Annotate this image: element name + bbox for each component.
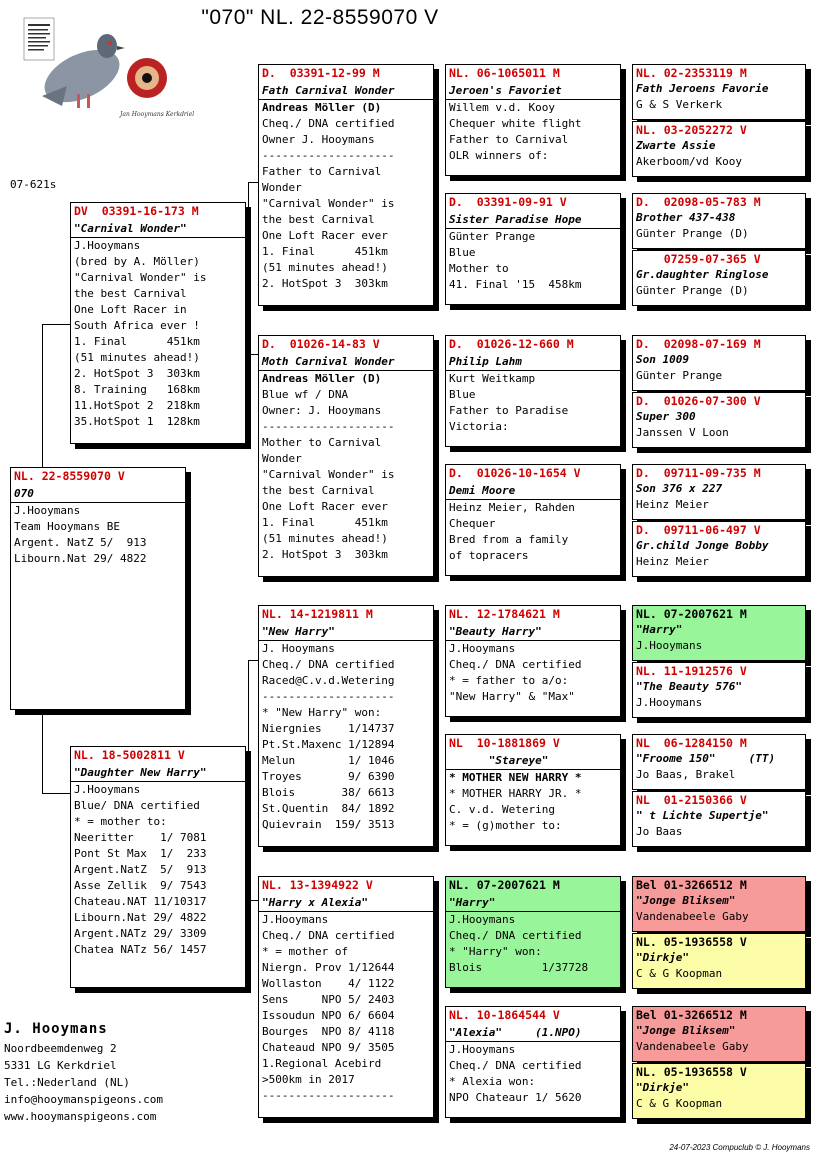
info-line: Cheq./ DNA certified [262, 117, 395, 130]
info-line: 2. HotSpot 3 303km [262, 277, 388, 290]
dam-box[interactable] [70, 746, 246, 988]
info-line: "Carnival Wonder" is [74, 271, 207, 284]
info-line: Gr.child Jonge Bobby [636, 539, 769, 552]
ring-number: 07259-07-365 V [636, 252, 761, 266]
ring-number: NL. 13-1394922 V [262, 878, 373, 892]
gen5-box[interactable] [632, 193, 806, 249]
info-line: (bred by A. Möller) [74, 255, 200, 268]
info-line: Chequer white flight [449, 117, 582, 130]
info-line: * "Harry" won: [449, 945, 542, 958]
info-line: 1.Regional Acebird [262, 1057, 382, 1070]
website-link[interactable]: www.hooymanspigeons.com [4, 1110, 157, 1123]
ggp-ddd-box[interactable] [445, 1006, 621, 1118]
info-line: Wonder [262, 181, 302, 194]
connector [248, 316, 249, 354]
info-line: J.Hooymans [449, 642, 516, 655]
info-line: Heinz Meier [636, 498, 709, 511]
info-line: J.Hooymans [449, 913, 516, 926]
pigeon-logo [22, 16, 195, 121]
info-line: the best Carnival [262, 213, 375, 226]
ring-number: Bel 01-3266512 M [636, 1008, 747, 1022]
ggp-dss-box[interactable] [445, 605, 621, 717]
connector [248, 760, 249, 900]
connector [248, 900, 258, 901]
pigeon-name: Demi Moore [446, 481, 620, 500]
pigeon-name: Fath Carnival Wonder [259, 81, 433, 100]
gen5-box[interactable] [632, 335, 806, 391]
info-line: * Alexia won: [449, 1075, 536, 1088]
info-line: -------------------- [262, 1089, 395, 1102]
info-line: J. Hooymans [262, 642, 335, 655]
info-line: Andreas Möller (D) [262, 101, 382, 114]
ggp-sdd-box[interactable] [445, 464, 621, 576]
info-line: Blue [449, 388, 476, 401]
info-line: One Loft Racer in [74, 303, 187, 316]
gen5-box[interactable] [632, 791, 806, 847]
gen5-box[interactable] [632, 521, 806, 577]
info-line: Chateau.NAT 11/10317 [74, 895, 207, 908]
pigeon-name: "Carnival Wonder" [71, 219, 245, 238]
connector [248, 182, 249, 316]
info-line: Cheq./ DNA certified [449, 1059, 582, 1072]
info-line: "Dirkje" [636, 951, 689, 964]
ring-number: D. 03391-12-99 M [262, 66, 380, 80]
gen5-box[interactable] [632, 464, 806, 520]
info-line: 1. Final 451km [74, 335, 200, 348]
connector [42, 324, 70, 325]
info-line: Team Hooymans BE [14, 520, 120, 533]
info-line: Heinz Meier [636, 555, 709, 568]
info-line: One Loft Racer ever [262, 229, 388, 242]
info-line: G & S Verkerk [636, 98, 723, 111]
subject-box[interactable] [10, 467, 186, 710]
info-line: the best Carnival [262, 484, 375, 497]
info-line: * = (g)mother to: [449, 819, 562, 832]
pigeon-name: "Daughter New Harry" [71, 763, 245, 782]
address-line: 5331 LG Kerkdriel [4, 1059, 117, 1072]
info-line: Neeritter 1/ 7081 [74, 831, 207, 844]
info-line: 35.HotSpot 1 128km [74, 415, 200, 428]
connector [248, 660, 249, 760]
info-line: Brother 437-438 [636, 211, 736, 224]
info-line: Asse Zellik 9/ 7543 [74, 879, 207, 892]
ggp-sds-box[interactable] [445, 335, 621, 447]
info-line: J.Hooymans [14, 504, 81, 517]
email-link[interactable]: info@hooymanspigeons.com [4, 1093, 163, 1106]
info-line: "New Harry" & "Max" [449, 690, 575, 703]
info-line: J.Hooymans [449, 1043, 516, 1056]
breeder-contact [4, 1018, 163, 1125]
ggp-dsd-box[interactable] [445, 734, 621, 846]
pigeon-name: Philip Lahm [446, 352, 620, 371]
info-line: Vandenabeele Gaby [636, 1040, 749, 1053]
info-line: Super 300 [636, 410, 696, 423]
ring-number: NL. 12-1784621 M [449, 607, 560, 621]
pigeon-name: 070 [11, 484, 185, 503]
dam-sire-box[interactable] [258, 605, 434, 847]
info-line: Cheq./ DNA certified [449, 658, 582, 671]
info-line: St.Quentin 84/ 1892 [262, 802, 395, 815]
info-line: Owner J. Hooymans [262, 133, 375, 146]
info-line: "Carnival Wonder" is [262, 197, 395, 210]
info-line: Pt.St.Maxenc 1/12894 [262, 738, 395, 751]
ring-number: D. 09711-09-735 M [636, 466, 761, 480]
connector [248, 354, 258, 355]
info-line: Niergn. Prov 1/12644 [262, 961, 395, 974]
ggp-dds-box[interactable] [445, 876, 621, 988]
info-line: Günter Prange [449, 230, 536, 243]
info-line: "Froome 150" (TT) [636, 752, 776, 765]
info-line: Chequer [449, 517, 496, 530]
info-line: * MOTHER NEW HARRY * [449, 771, 582, 784]
sire-dam-box[interactable] [258, 335, 434, 577]
info-line: Victoria: [449, 420, 509, 433]
gen5-box[interactable] [632, 734, 806, 790]
ring-number: NL 01-2150366 V [636, 793, 747, 807]
ggp-ssd-box[interactable] [445, 193, 621, 305]
pigeon-name: "Beauty Harry" [446, 622, 620, 641]
info-line: * "New Harry" won: [262, 706, 382, 719]
info-line: Argent.NatZ 5/ 913 [74, 863, 207, 876]
info-line: Son 1009 [636, 353, 689, 366]
info-line: C & G Koopman [636, 1097, 723, 1110]
info-line: * = father to a/o: [449, 674, 569, 687]
info-line: Raced@C.v.d.Wetering [262, 674, 395, 687]
info-line: Blois 1/37728 [449, 961, 589, 974]
info-line: "The Beauty 576" [636, 680, 742, 693]
info-line: C. v.d. Wetering [449, 803, 555, 816]
ring-number: NL. 06-1065011 M [449, 66, 560, 80]
pigeon-name: "New Harry" [259, 622, 433, 641]
ring-number: NL. 03-2052272 V [636, 123, 747, 137]
ring-number: NL. 05-1936558 V [636, 935, 747, 949]
info-line: Father to Carnival [449, 133, 569, 146]
info-line: Akerboom/vd Kooy [636, 155, 742, 168]
info-line: (51 minutes ahead!) [262, 532, 388, 545]
info-line: Son 376 x 227 [636, 482, 723, 495]
svg-text:Jan Hooymans Kerkdriel: Jan Hooymans Kerkdriel [120, 111, 195, 118]
ring-number: NL. 11-1912576 V [636, 664, 747, 678]
info-line: Blue wf / DNA [262, 388, 349, 401]
gen5-box[interactable] [632, 876, 806, 932]
info-line: 1. Final 451km [262, 245, 388, 258]
pedigree-title: "070" NL. 22-8559070 V [201, 6, 439, 29]
sire-sire-box[interactable] [258, 64, 434, 306]
ring-number: D. 01026-10-1654 V [449, 466, 581, 480]
info-line: Jo Baas, Brakel [636, 768, 736, 781]
info-line: Sens NPO 5/ 2403 [262, 993, 395, 1006]
info-line: OLR winners of: [449, 149, 549, 162]
info-line: C & G Koopman [636, 967, 723, 980]
info-line: J.Hooymans [636, 696, 703, 709]
ring-number: Bel 01-3266512 M [636, 878, 747, 892]
info-line: Blois 38/ 6613 [262, 786, 395, 799]
ring-number: NL. 22-8559070 V [14, 469, 125, 483]
info-line: Kurt Weitkamp [449, 372, 536, 385]
connector [42, 707, 43, 793]
info-line: Cheq./ DNA certified [262, 929, 395, 942]
ring-number: D. 02098-07-169 M [636, 337, 761, 351]
info-line: Willem v.d. Kooy [449, 101, 555, 114]
info-line: Janssen V Loon [636, 426, 729, 439]
info-line: Cheq./ DNA certified [449, 929, 582, 942]
info-line: Bred from a family [449, 533, 569, 546]
ring-number: D. 02098-05-783 M [636, 195, 761, 209]
info-line: J.Hooymans [74, 239, 141, 252]
connector [42, 324, 43, 468]
phone-line: Tel.:Nederland (NL) [4, 1076, 130, 1089]
ring-number: NL 10-1881869 V [449, 736, 560, 750]
info-line: Fath Jeroens Favorie [636, 82, 769, 95]
info-line: Cheq./ DNA certified [262, 658, 395, 671]
info-line: Mother to [449, 262, 509, 275]
side-code: 07-621s [10, 178, 57, 191]
gen5-box[interactable] [632, 662, 806, 718]
ring-number: D. 01026-07-300 V [636, 394, 761, 408]
gen5-box[interactable] [632, 121, 806, 177]
info-line: 41. Final '15 458km [449, 278, 582, 291]
info-line: Zwarte Assie [636, 139, 716, 152]
info-line: Blue/ DNA certified [74, 799, 200, 812]
gen5-box[interactable] [632, 250, 806, 306]
info-line: Father to Carnival [262, 165, 382, 178]
ring-number: NL 06-1284150 M [636, 736, 747, 750]
pigeon-name: "Stareye" [446, 751, 620, 770]
ring-number: NL. 18-5002811 V [74, 748, 185, 762]
info-line: the best Carnival [74, 287, 187, 300]
info-line: "Carnival Wonder" is [262, 468, 395, 481]
address-line: Noordbeemdenweg 2 [4, 1042, 117, 1055]
pigeon-name: Jeroen's Favoriet [446, 81, 620, 100]
info-line: Troyes 9/ 6390 [262, 770, 395, 783]
info-line: Pont St Max 1/ 233 [74, 847, 207, 860]
dam-dam-box[interactable] [258, 876, 434, 1118]
info-line: South Africa ever ! [74, 319, 200, 332]
info-line: Gr.daughter Ringlose [636, 268, 769, 281]
info-line: Günter Prange [636, 369, 723, 382]
info-line: Chateaud NPO 9/ 3505 [262, 1041, 395, 1054]
info-line: Jo Baas [636, 825, 683, 838]
date-stamp: 24-07-2023 Compuclub © J. Hooymans [669, 1143, 810, 1152]
pigeon-name: "Harry" [446, 893, 620, 912]
info-line: 2. HotSpot 3 303km [262, 548, 388, 561]
pigeon-name: "Harry x Alexia" [259, 893, 433, 912]
connector [248, 182, 258, 183]
info-line: " t Lichte Supertje" [636, 809, 769, 822]
info-line: Blue [449, 246, 476, 259]
ring-number: DV 03391-16-173 M [74, 204, 199, 218]
info-line: 8. Training 168km [74, 383, 200, 396]
ring-number: NL. 10-1864544 V [449, 1008, 560, 1022]
ring-number: NL. 05-1936558 V [636, 1065, 747, 1079]
info-line: Andreas Möller (D) [262, 372, 382, 385]
info-line: "Jonge Bliksem" [636, 1024, 736, 1037]
info-line: Wollaston 4/ 1122 [262, 977, 395, 990]
info-line: >500km in 2017 [262, 1073, 355, 1086]
info-line: J.Hooymans [74, 783, 141, 796]
info-line: Wonder [262, 452, 302, 465]
info-line: -------------------- [262, 149, 395, 162]
info-line: 2. HotSpot 3 303km [74, 367, 200, 380]
ring-number: D. 01026-12-660 M [449, 337, 574, 351]
gen5-box[interactable] [632, 933, 806, 989]
ring-number: D. 09711-06-497 V [636, 523, 761, 537]
connector [248, 660, 258, 661]
ring-number: D. 03391-09-91 V [449, 195, 567, 209]
ggp-sss-box[interactable] [445, 64, 621, 176]
info-line: 11.HotSpot 2 218km [74, 399, 200, 412]
info-line: Günter Prange (D) [636, 227, 749, 240]
info-line: Argent.NATz 29/ 3309 [74, 927, 207, 940]
info-line: Libourn.Nat 29/ 4822 [14, 552, 147, 565]
info-line: J.Hooymans [262, 913, 329, 926]
info-line: J.Hooymans [636, 639, 703, 652]
info-line: of topracers [449, 549, 529, 562]
gen5-box[interactable] [632, 605, 806, 661]
gen5-box[interactable] [632, 392, 806, 448]
ring-number: NL. 02-2353119 M [636, 66, 747, 80]
info-line: Heinz Meier, Rahden [449, 501, 575, 514]
info-line: Bourges NPO 8/ 4118 [262, 1025, 395, 1038]
info-line: Father to Paradise [449, 404, 569, 417]
info-line: -------------------- [262, 420, 395, 433]
connector [42, 793, 70, 794]
info-line: Chatea NATz 56/ 1457 [74, 943, 207, 956]
ring-number: D. 01026-14-83 V [262, 337, 380, 351]
info-line: * MOTHER HARRY JR. * [449, 787, 582, 800]
info-line: Issoudun NPO 6/ 6604 [262, 1009, 395, 1022]
gen5-box[interactable] [632, 1006, 806, 1062]
ring-number: NL. 14-1219811 M [262, 607, 373, 621]
gen5-box[interactable] [632, 64, 806, 120]
info-line: Melun 1/ 1046 [262, 754, 395, 767]
ring-number: NL. 07-2007621 M [449, 878, 560, 892]
info-line: Mother to Carnival [262, 436, 382, 449]
ring-number: NL. 07-2007621 M [636, 607, 747, 621]
info-line: 1. Final 451km [262, 516, 388, 529]
info-line: "Dirkje" [636, 1081, 689, 1094]
info-line: NPO Chateaur 1/ 5620 [449, 1091, 582, 1104]
info-line: One Loft Racer ever [262, 500, 388, 513]
info-line: (51 minutes ahead!) [262, 261, 388, 274]
sire-box[interactable] [70, 202, 246, 444]
info-line: "Jonge Bliksem" [636, 894, 736, 907]
info-line: (51 minutes ahead!) [74, 351, 200, 364]
info-line: * = mother to: [74, 815, 167, 828]
info-line: * = mother of [262, 945, 349, 958]
gen5-box[interactable] [632, 1063, 806, 1119]
info-line: Vandenabeele Gaby [636, 910, 749, 923]
info-line: Niergnies 1/14737 [262, 722, 395, 735]
pigeon-name: Moth Carnival Wonder [259, 352, 433, 371]
info-line: Libourn.Nat 29/ 4822 [74, 911, 207, 924]
pigeon-name: "Alexia" (1.NPO) [446, 1023, 620, 1042]
info-line: Günter Prange (D) [636, 284, 749, 297]
info-line: Argent. NatZ 5/ 913 [14, 536, 147, 549]
info-line: Owner: J. Hooymans [262, 404, 382, 417]
breeder-name: J. Hooymans [4, 1021, 108, 1037]
info-line: -------------------- [262, 690, 395, 703]
pigeon-name: Sister Paradise Hope [446, 210, 620, 229]
info-line: Quievrain 159/ 3513 [262, 818, 395, 831]
info-line: "Harry" [636, 623, 683, 636]
